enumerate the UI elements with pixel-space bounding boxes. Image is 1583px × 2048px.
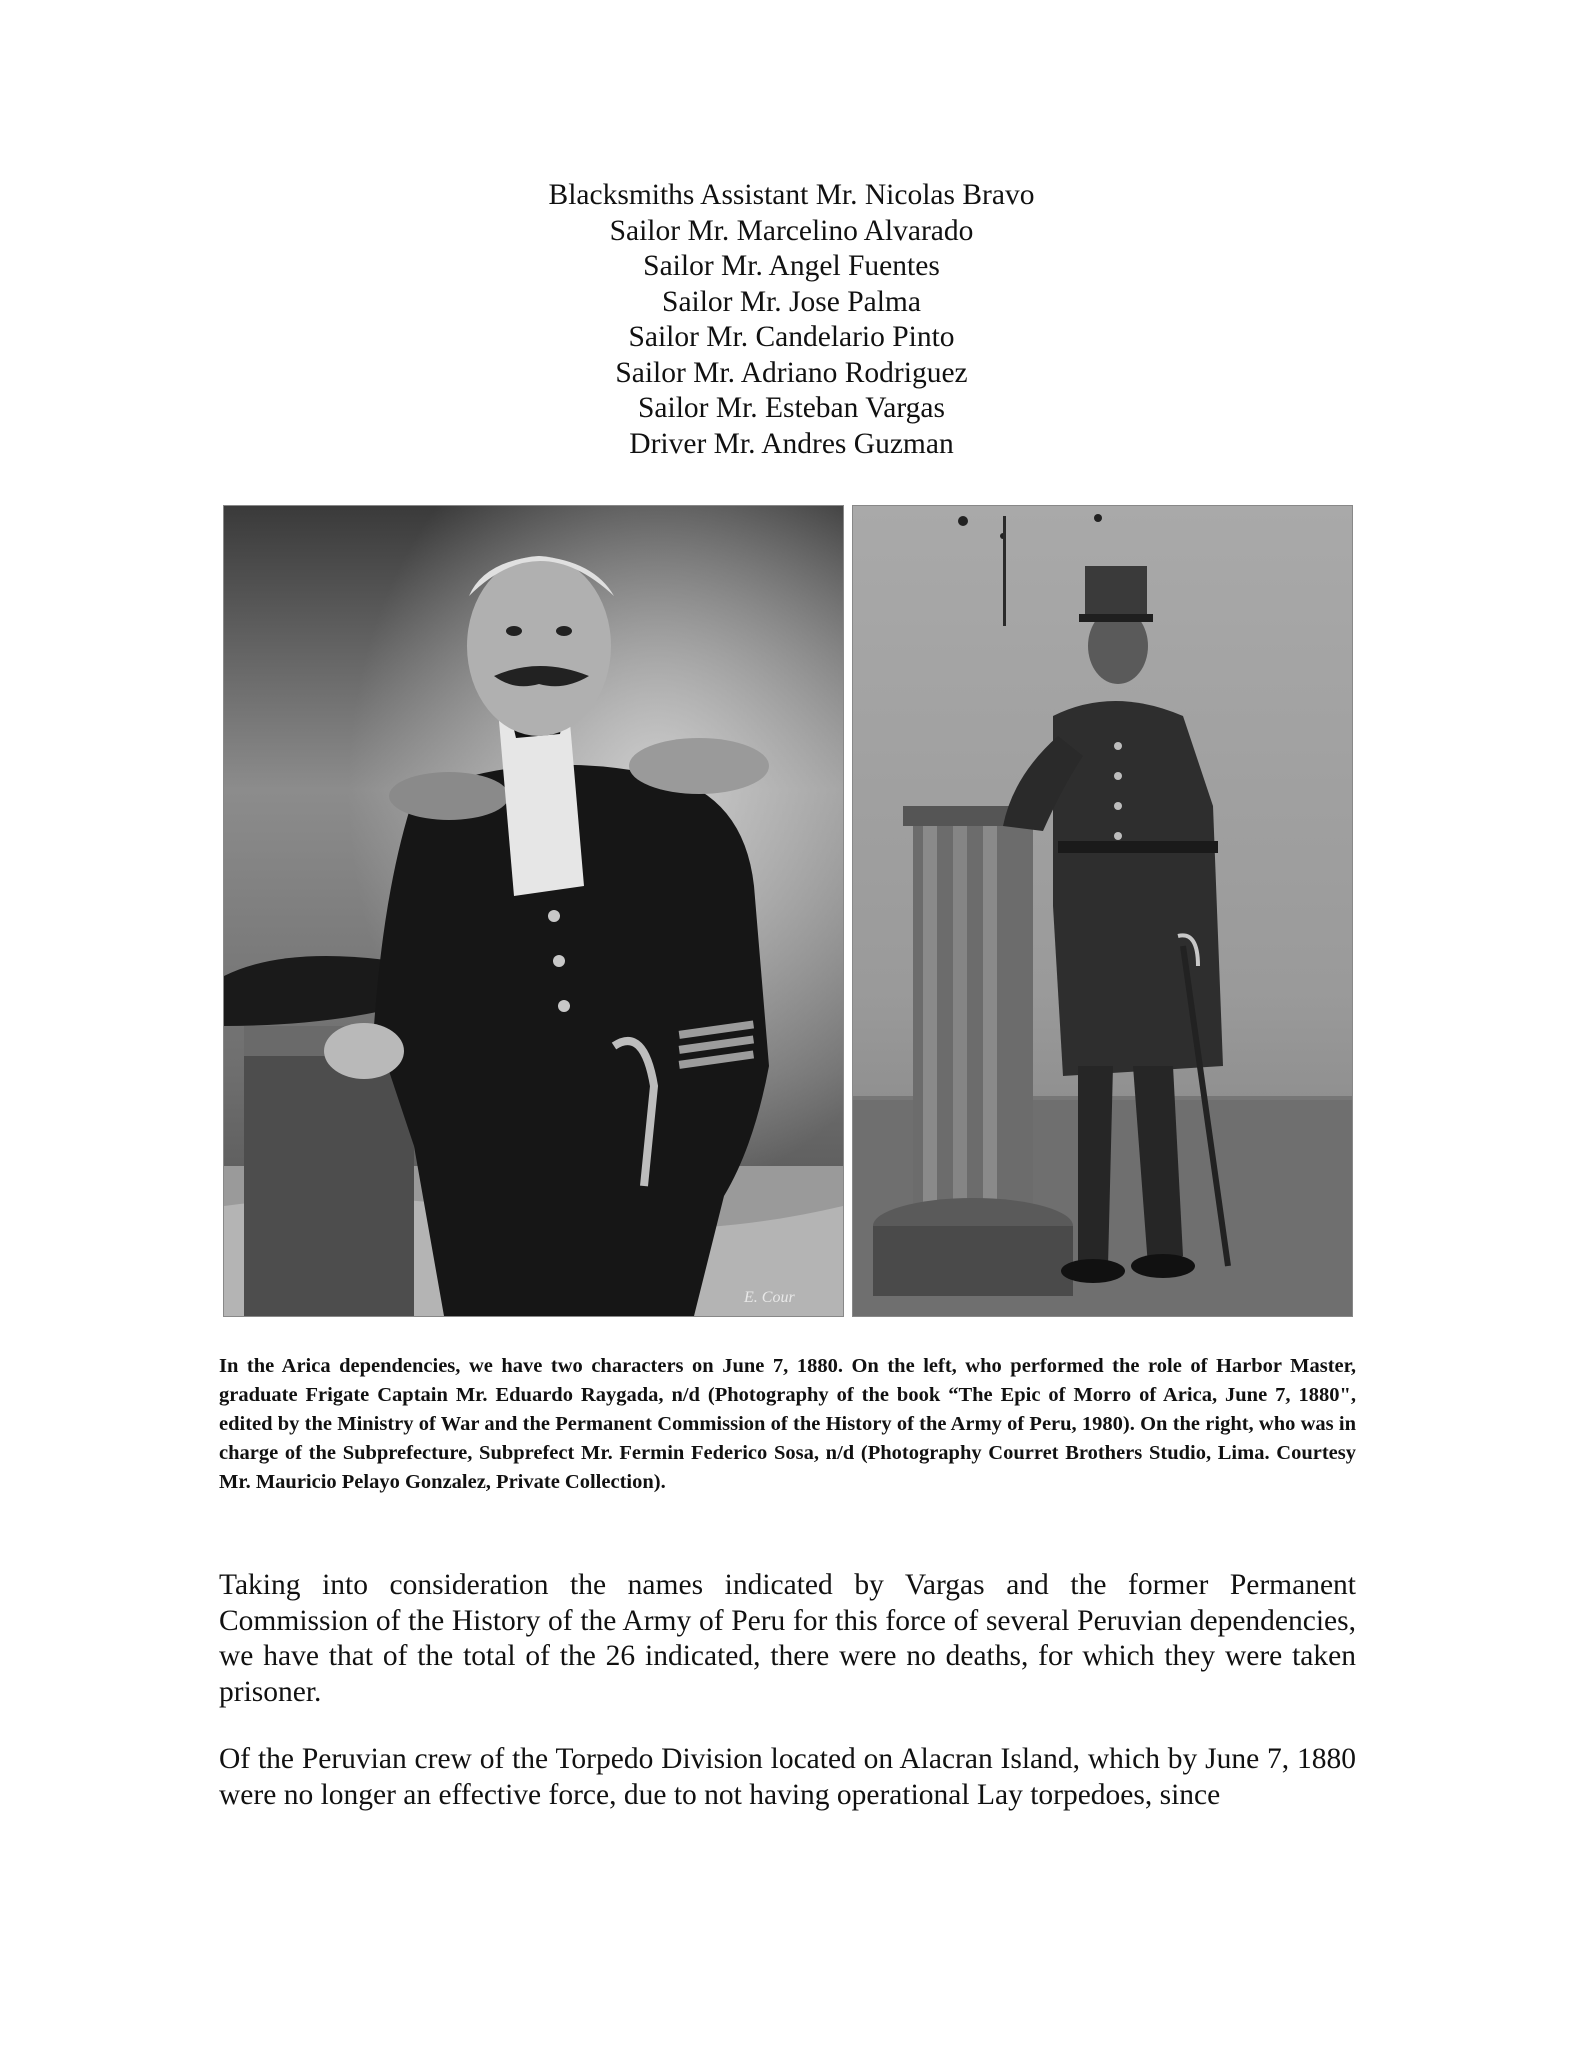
crew-list-item: Sailor Mr. Candelario Pinto bbox=[628, 321, 955, 353]
crew-list-item: Sailor Mr. Esteban Vargas bbox=[638, 392, 945, 424]
photo-raygada-image bbox=[224, 506, 843, 1316]
body-paragraph: Taking into consideration the names indicated by Vargas and the former Permanent Commission of the History of the Army of Peru for this force of several Peruvian dependencies, we have that of the total of the 26 indicated, there were no deaths, for which they were taken prisoner. bbox=[219, 1569, 1356, 1708]
crew-list-item: Sailor Mr. Adriano Rodriguez bbox=[615, 356, 968, 389]
crew-list-item: Blacksmiths Assistant Mr. Nicolas Bravo bbox=[548, 179, 1035, 211]
crew-list-item: Sailor Mr. Angel Fuentes bbox=[643, 250, 940, 282]
crew-list-item: Driver Mr. Andres Guzman bbox=[629, 427, 954, 460]
photo-raygada-portrait bbox=[223, 505, 844, 1317]
photo-sosa-portrait bbox=[852, 505, 1353, 1317]
crew-list bbox=[0, 178, 1583, 462]
photo-caption: In the Arica dependencies, we have two characters on June 7, 1880. On the left, who performed the role of Harbor Master, graduate Frigate Captain Mr. Eduardo Raygada, n/d (Photography of the book “The Epic of Morro of Arica, June 7, 1880", edited by the Ministry of War and the Permanent Commission of the History of the Army of Peru, 1980). On the right, who was in charge of the Subprefecture, Subprefect Mr. Fermin Federico Sosa, n/d (Photography Courret Brothers Studio, Lima. Courtesy Mr. Mauricio Pelayo Gonzalez, Private Collection). bbox=[219, 1355, 1356, 1493]
photo-signature: E. Cour bbox=[744, 1289, 795, 1306]
crew-list-item: Sailor Mr. Marcelino Alvarado bbox=[609, 214, 974, 247]
body-paragraph: Of the Peruvian crew of the Torpedo Division located on Alacran Island, which by June 7, 1880 were no longer an effective force, due to not having operational Lay torpedoes, since bbox=[219, 1743, 1356, 1811]
crew-list-item: Sailor Mr. Jose Palma bbox=[662, 285, 921, 318]
photo-sosa-image bbox=[853, 506, 1352, 1316]
